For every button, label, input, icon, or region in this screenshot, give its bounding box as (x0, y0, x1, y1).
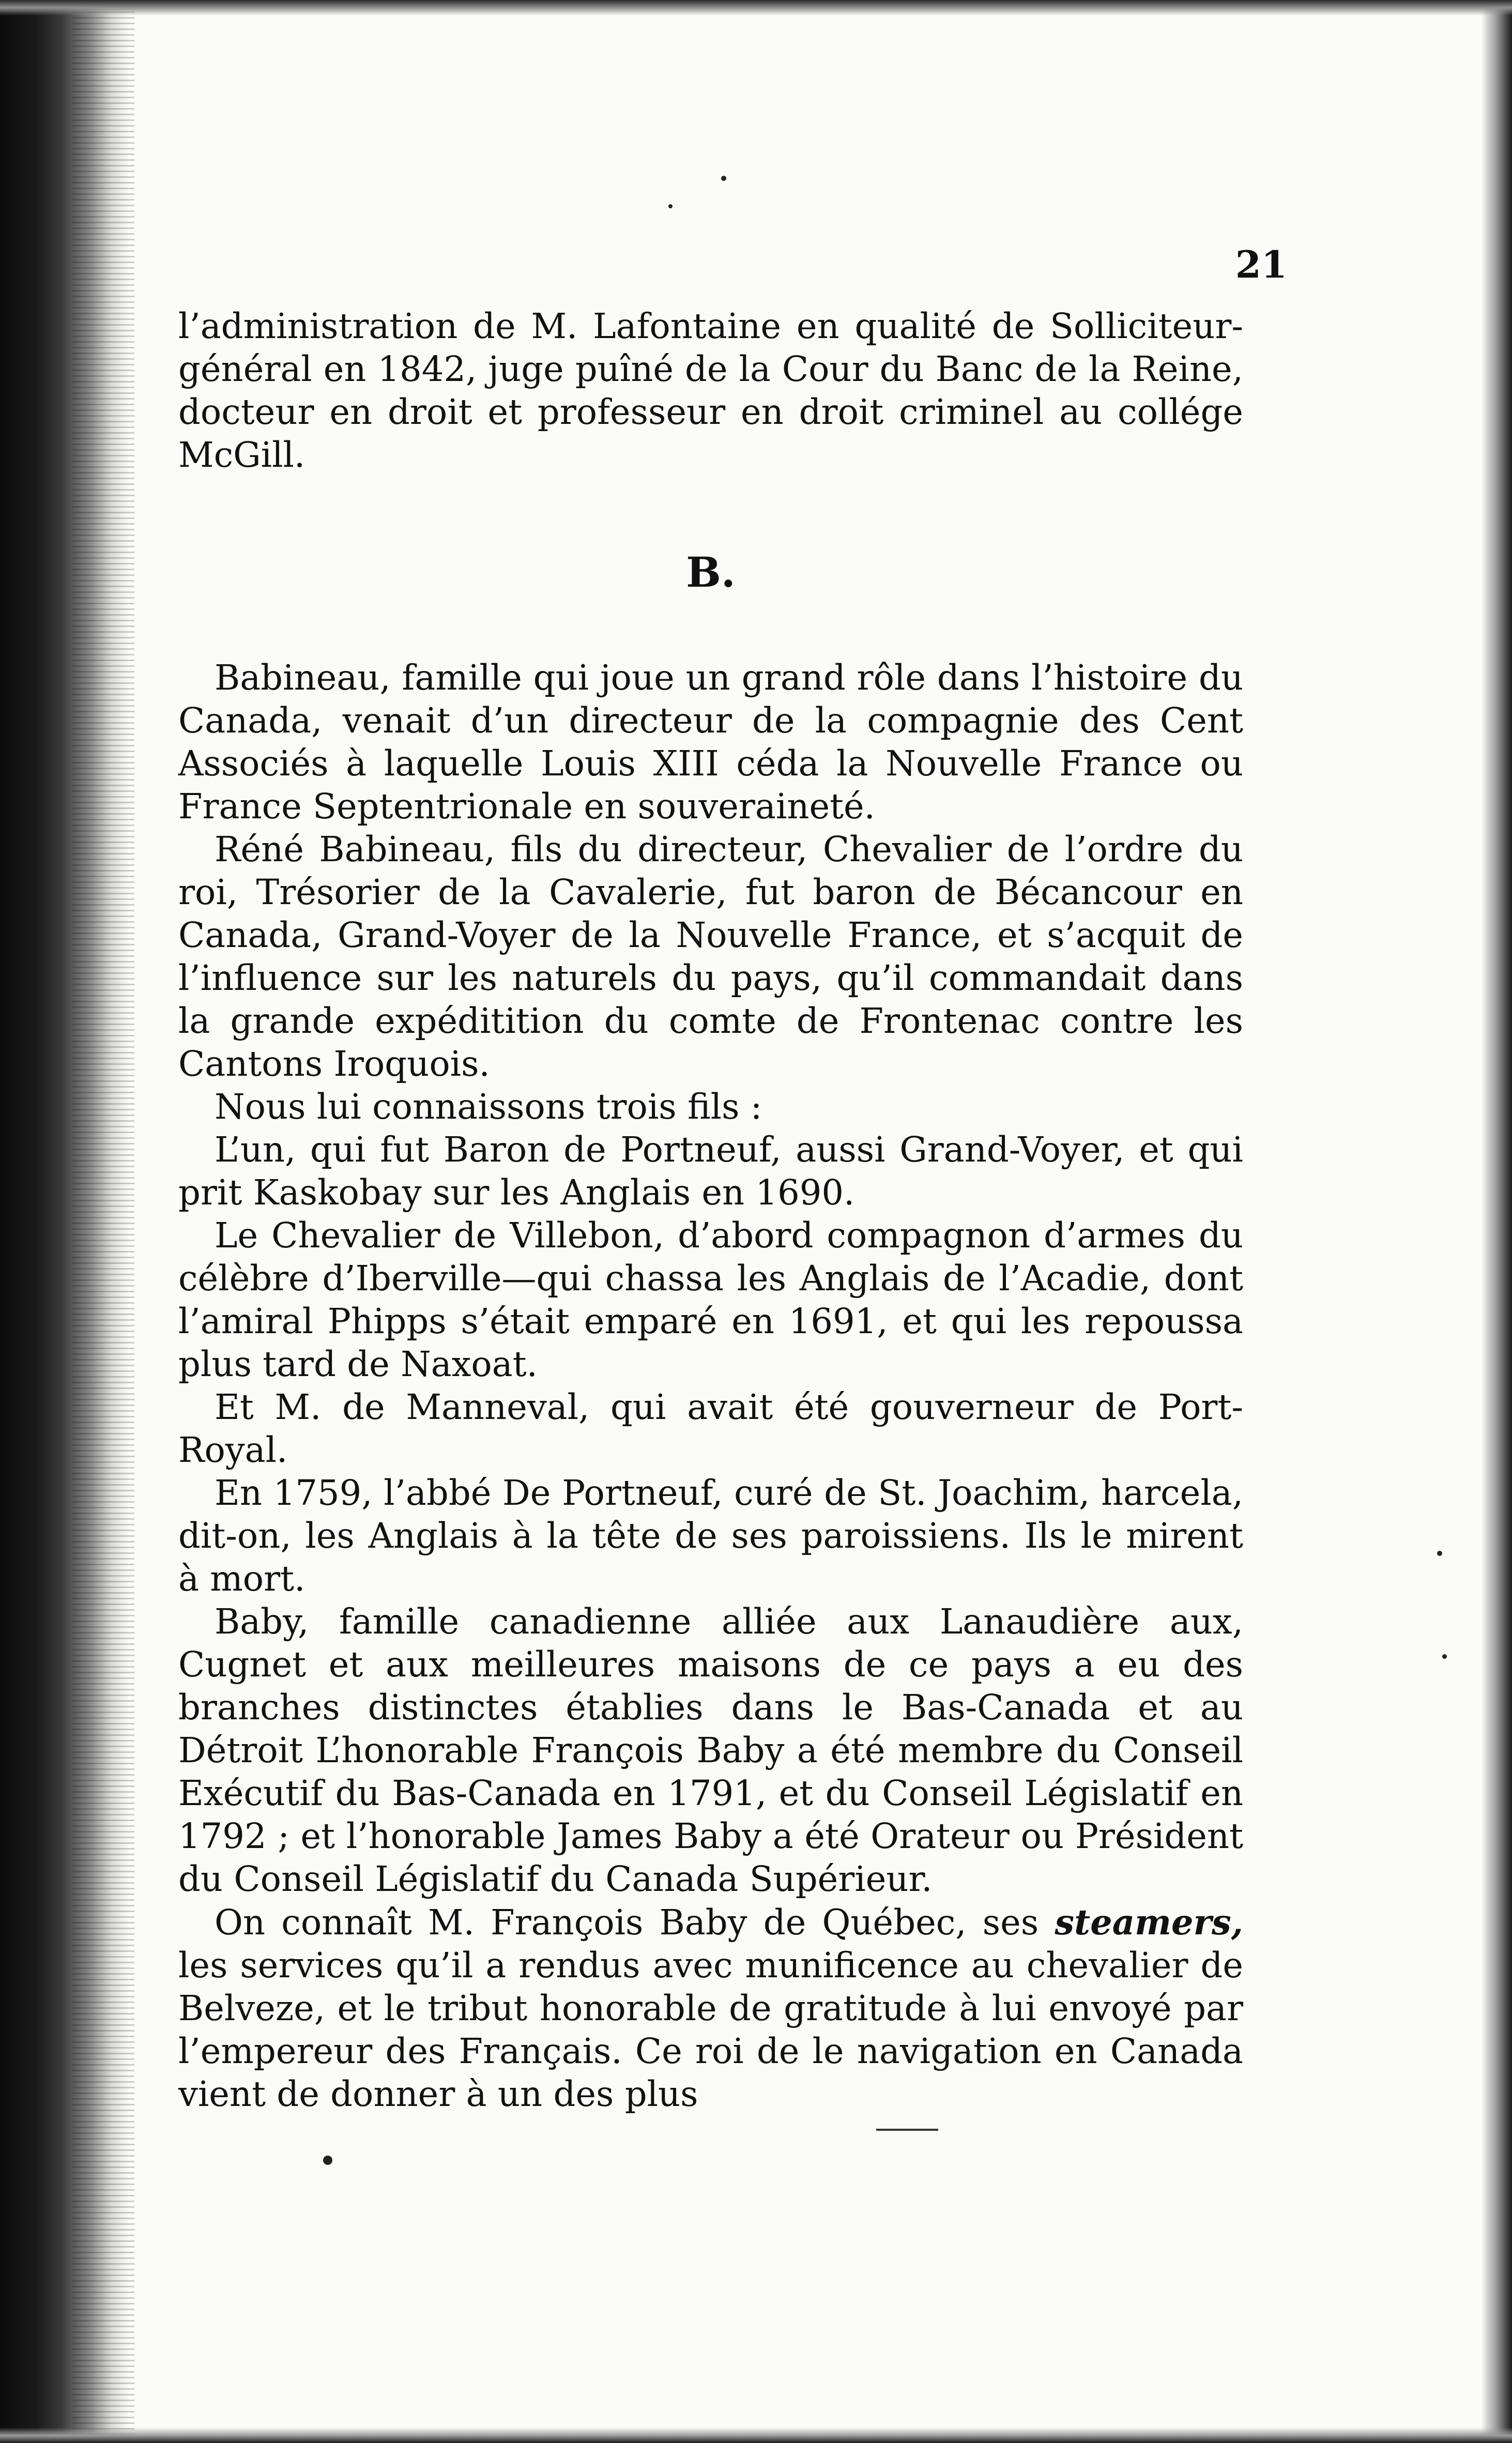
paragraph-babineau-family: Babineau, famille qui joue un grand rôle dans l’histoire du Canada, venait d’un directeur de la compagnie des Cent Associés à laquelle Louis XIII céda la Nouvelle France ou France Septentrionale en souveraineté. (178, 658, 1243, 827)
scan-smudge-line (876, 2129, 938, 2131)
paragraph-three-sons: Nous lui connaissons trois fils : (215, 1087, 762, 1127)
last-paragraph-italic-word: steamers, (1055, 1902, 1243, 1943)
scan-speck (1442, 1654, 1447, 1659)
page-top-edge-shadow (0, 0, 1512, 16)
paragraph-chevalier-villebon: Le Chevalier de Villebon, d’abord compagnon d’armes du célèbre d’Iberville—qui chassa les Anglais de l’Acadie, dont l’amiral Phipps s’était emparé en 1691, et qui les repoussa plus tard de Naxoat. (178, 1215, 1243, 1384)
scan-speck (1437, 1551, 1442, 1556)
page-body-text (178, 243, 1243, 2116)
last-paragraph-text-start: On connaît M. François Baby de Québec, ses (215, 1902, 1055, 1943)
paragraph-rene-babineau: Réné Babineau, fils du directeur, Chevalier de l’ordre du roi, Trésorier de la Cavalerie, fut baron de Bécancour en Canada, Grand-Voyer de la Nouvelle France, et s’acquit de l’influence sur les naturels du pays, qu’il commandait dans la grande expéditition du comte de Frontenac contre les Cantons Iroquois. (178, 829, 1243, 1084)
scan-speck (721, 176, 726, 181)
continuation-paragraph: l’administration de M. Lafontaine en qualité de Solliciteur-général en 1842, juge puîné de la Cour du Banc de la Reine, docteur en droit et professeur en droit criminel au collége McGill. (178, 306, 1243, 475)
paragraph-francois-baby (178, 1901, 1243, 2116)
paragraph-abbe-portneuf: En 1759, l’abbé De Portneuf, curé de St. Joachim, harcela, dit-on, les Anglais à la tête de ses paroissiens. Ils le mirent à mort. (178, 1473, 1243, 1599)
scan-speck (668, 204, 673, 208)
page-right-edge-shadow (1481, 0, 1512, 2443)
paragraph-baron-portneuf: L’un, qui fut Baron de Portneuf, aussi Grand-Voyer, et qui prit Kaskobay sur les Anglais en 1690. (178, 1129, 1243, 1213)
paragraph-manneval: Et M. de Manneval, qui avait été gouverneur de Port-Royal. (178, 1387, 1243, 1470)
last-paragraph-text-end: les services qu’il a rendus avec munificence au chevalier de Belveze, et le tribut honorable de gratitude à lui envoyé par l’empereur des Français. Ce roi de le navigation en Canada vient de donner à un des plus (178, 1945, 1243, 2114)
scan-speck (323, 2156, 332, 2165)
page-number: 21 (1235, 242, 1287, 286)
scan-noise-left (72, 0, 134, 2443)
page-bottom-edge-shadow (0, 2427, 1512, 2443)
paragraph-baby-family: Baby, famille canadienne alliée aux Lanaudière aux, Cugnet et aux meilleures maisons de ce pays a eu des branches distinctes établies dans le Bas-Canada et au Détroit L’honorable François Baby a été membre du Conseil Exécutif du Bas-Canada en 1791, et du Conseil Législatif en 1792 ; et l’honorable James Baby a été Orateur ou Président du Conseil Législatif du Canada Supérieur. (178, 1601, 1243, 1899)
section-letter-heading: B. (686, 548, 736, 597)
